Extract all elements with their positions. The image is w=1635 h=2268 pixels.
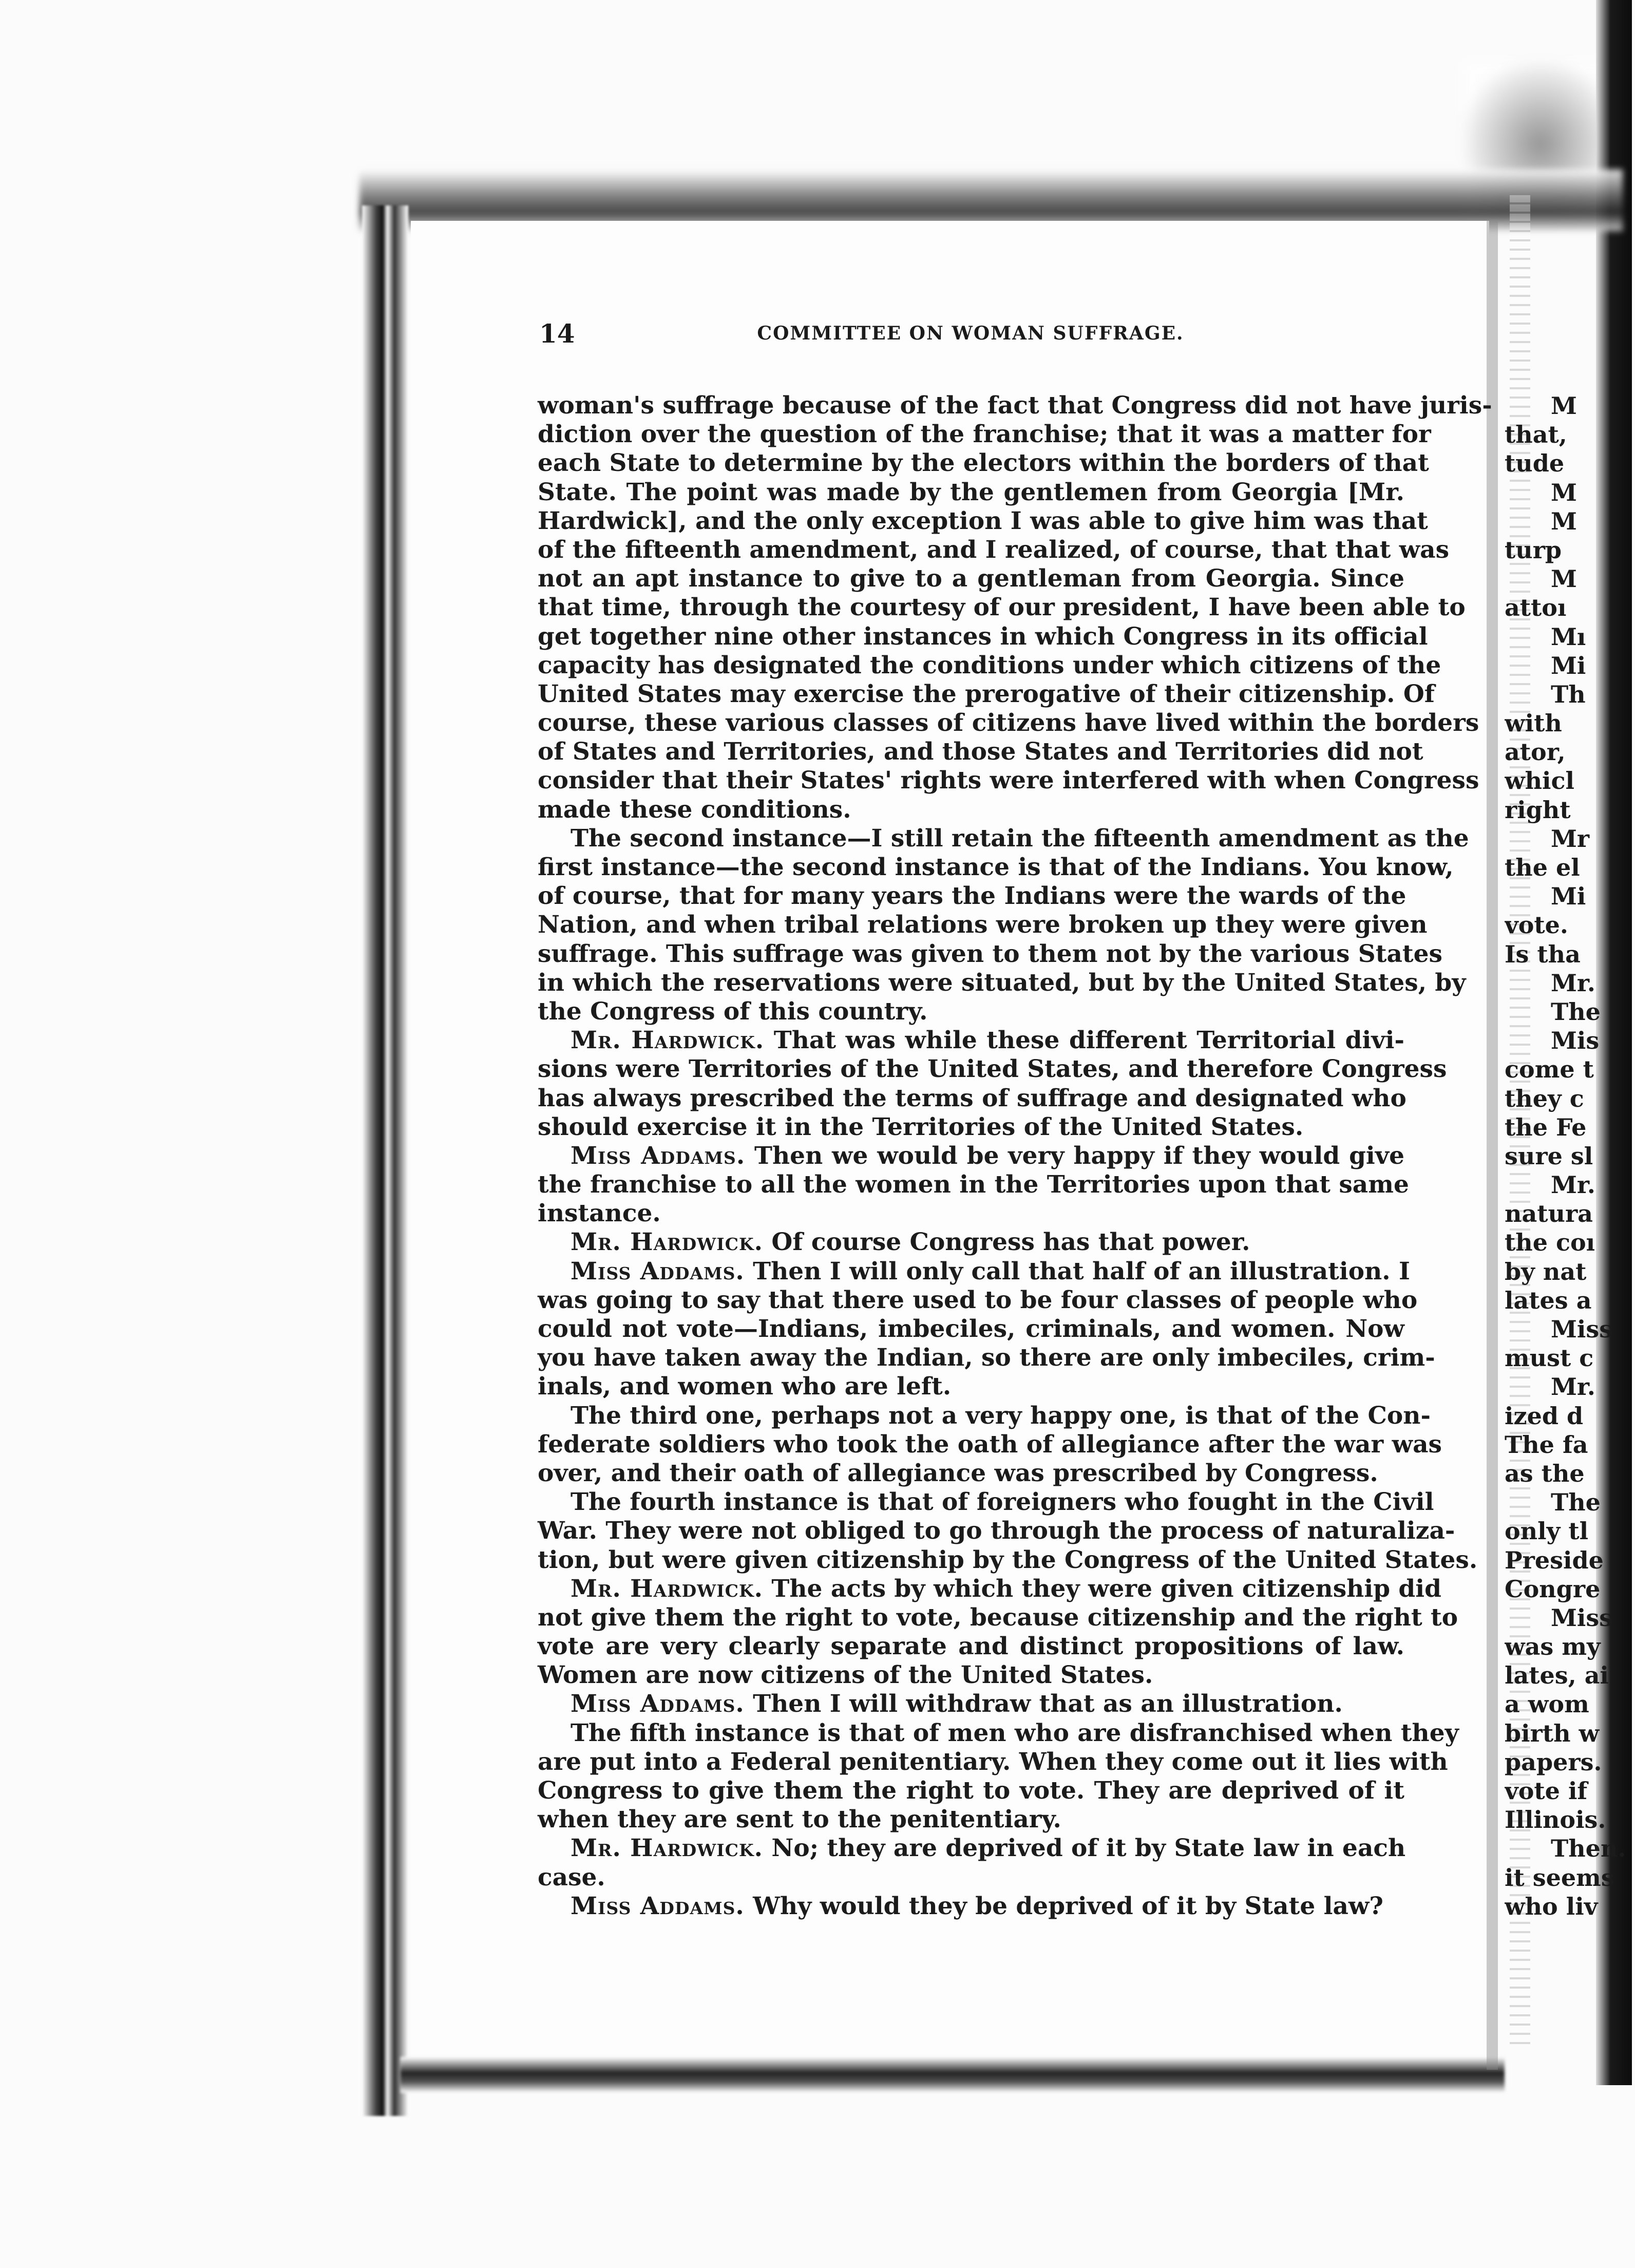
fragment-line: lates a xyxy=(1505,1286,1592,1314)
text-line xyxy=(538,1834,1404,1863)
text-line xyxy=(538,1488,1434,1517)
line-text: are put into a Federal penitentiary. When they come out it lies with xyxy=(538,1747,1448,1776)
line-text: No; they are deprived of it by State law in each xyxy=(763,1834,1406,1863)
text-line xyxy=(538,1430,1442,1459)
fragment-line: the el xyxy=(1505,854,1580,881)
fragment-line: ized d xyxy=(1505,1402,1584,1430)
text-line xyxy=(538,1459,1404,1488)
line-text: The acts by which they were given citizenship did xyxy=(763,1574,1442,1603)
speaker-name: Mr. Hardwick. xyxy=(571,1574,764,1603)
fragment-line: attoı xyxy=(1505,594,1567,622)
text-line xyxy=(538,420,1431,449)
line-text: Congress to give them the right to vote. They are deprived of it xyxy=(538,1776,1404,1805)
fragment-line: Illinois. xyxy=(1505,1806,1606,1834)
line-text: tion, but were given citizenship by the Congress of the United States. xyxy=(538,1545,1478,1574)
fragment-line: the Fe xyxy=(1505,1113,1587,1141)
line-text: could not vote—Indians, imbeciles, criminals, and women. Now xyxy=(538,1315,1404,1343)
next-page-fragments xyxy=(1505,391,1628,1921)
line-text: course, these various classes of citizens have lived within the borders xyxy=(538,709,1479,738)
text-line xyxy=(538,1170,1409,1199)
line-text: when they are sent to the penitentiary. xyxy=(538,1805,1061,1834)
text-line xyxy=(538,1257,1410,1286)
fragment-line: vote. xyxy=(1505,911,1568,939)
speaker-name: Mr. Hardwick. xyxy=(571,1228,764,1257)
fragment-line: it seems xyxy=(1505,1863,1614,1892)
line-text: That was while these different Territorial divi- xyxy=(764,1026,1405,1055)
fragment-line: whicl xyxy=(1505,767,1575,795)
text-line xyxy=(538,1142,1404,1170)
fragment-line: Preside xyxy=(1505,1546,1604,1574)
fragment-line: must c xyxy=(1505,1344,1594,1372)
fragment-line: the coı xyxy=(1505,1228,1595,1257)
line-text: get together nine other instances in which Congress in its official xyxy=(538,622,1428,651)
fragment-line: The fa xyxy=(1505,1430,1588,1459)
text-line xyxy=(538,1372,1404,1401)
text-line xyxy=(538,593,1466,622)
line-text: Nation, and when tribal relations were broken up they were given xyxy=(538,911,1428,939)
fragment-line: by nat xyxy=(1505,1257,1587,1286)
text-line xyxy=(538,853,1454,882)
speaker-name: Mr. Hardwick. xyxy=(571,1026,765,1055)
text-line xyxy=(538,651,1441,680)
line-text: not an apt instance to give to a gentleman from Georgia. Since xyxy=(538,564,1404,593)
speaker-name: Miss Addams. xyxy=(571,1690,745,1718)
fragment-line: birth w xyxy=(1505,1719,1600,1747)
speaker-name: Miss Addams. xyxy=(571,1257,745,1286)
fragment-line: Congre xyxy=(1505,1575,1601,1603)
text-line xyxy=(538,506,1428,536)
text-line xyxy=(538,1286,1418,1315)
page-edge-right xyxy=(1487,221,1498,2070)
line-text: Women are now citizens of the United States. xyxy=(538,1661,1153,1690)
fragment-line: Mı xyxy=(1551,622,1586,651)
page-number: 14 xyxy=(539,318,575,349)
line-text: the Congress of this country. xyxy=(538,997,928,1026)
fragment-line: M xyxy=(1551,478,1577,506)
fragment-line: turp xyxy=(1505,536,1562,564)
line-text: capacity has designated the conditions under which citizens of the xyxy=(538,651,1441,679)
fragment-line: The xyxy=(1551,997,1601,1026)
fragment-line: M xyxy=(1551,507,1577,535)
text-line xyxy=(538,391,1492,420)
text-line xyxy=(538,535,1450,564)
text-line xyxy=(538,824,1469,853)
line-text: the franchise to all the women in the Territories upon that same xyxy=(538,1170,1409,1199)
fragment-line: natura xyxy=(1505,1200,1593,1228)
fragment-line: Th xyxy=(1551,680,1586,708)
fragment-line: M xyxy=(1551,565,1577,593)
fragment-line: Mi xyxy=(1551,651,1586,679)
fragment-line: Mr. xyxy=(1551,1171,1595,1199)
text-line xyxy=(538,622,1428,651)
fragment-line: was my xyxy=(1505,1633,1601,1661)
text-line xyxy=(538,1084,1404,1113)
fragment-line: tude xyxy=(1505,449,1565,478)
line-text: The third one, perhaps not a very happy one, is that of the Con- xyxy=(571,1401,1431,1430)
fragment-line: with xyxy=(1505,709,1562,738)
line-text: Then I will only call that half of an illustration. I xyxy=(744,1257,1410,1286)
text-line xyxy=(538,1863,1404,1892)
text-line xyxy=(538,911,1428,939)
fragment-line: right xyxy=(1505,796,1571,824)
page-header xyxy=(539,318,1402,349)
line-text: Hardwick], and the only exception I was able to give him was that xyxy=(538,506,1428,535)
line-text: woman's suffrage because of the fact that Congress did not have juris- xyxy=(538,391,1492,420)
fragment-line: ator, xyxy=(1505,738,1566,766)
fragment-line: Mi xyxy=(1551,882,1586,911)
line-text: The second instance—I still retain the fifteenth amendment as the xyxy=(571,824,1469,853)
fragment-line: as the xyxy=(1505,1459,1585,1487)
fragment-line: who liv xyxy=(1505,1892,1598,1920)
page-edge-bottom xyxy=(401,2057,1505,2093)
text-line xyxy=(538,796,1404,824)
line-text: The fifth instance is that of men who are disfranchised when they xyxy=(571,1718,1459,1747)
text-line xyxy=(538,1776,1404,1805)
line-text: in which the reservations were situated, but by the United States, by xyxy=(538,968,1466,997)
line-text: federate soldiers who took the oath of allegiance after the war was xyxy=(538,1430,1442,1459)
line-text: first instance—the second instance is that of the Indians. You know, xyxy=(538,853,1454,881)
text-line xyxy=(538,766,1479,795)
fragment-line: Mr. xyxy=(1551,1373,1595,1401)
line-text: Of course Congress has that power. xyxy=(763,1228,1250,1257)
text-line xyxy=(538,1545,1478,1575)
text-line xyxy=(538,939,1442,969)
text-line xyxy=(538,1690,1404,1718)
body-text xyxy=(538,391,1492,1921)
line-text: each State to determine by the electors within the borders of that xyxy=(538,449,1429,478)
line-text: United States may exercise the prerogative of their citizenship. Of xyxy=(538,679,1435,708)
text-line xyxy=(538,1517,1455,1545)
line-text: has always prescribed the terms of suffrage and designated who xyxy=(538,1084,1406,1112)
fragment-line: that, xyxy=(1505,421,1567,449)
fragment-line: Is tha xyxy=(1505,940,1581,968)
line-text: consider that their States' rights were interfered with when Congress xyxy=(538,766,1479,795)
fragment-line: papers. xyxy=(1505,1748,1602,1776)
line-text: War. They were not obliged to go through the process of naturaliza- xyxy=(538,1517,1455,1545)
line-text: was going to say that there used to be four classes of people who xyxy=(538,1286,1418,1314)
line-text: should exercise it in the Territories of the United States. xyxy=(538,1112,1304,1141)
text-line xyxy=(538,1228,1404,1257)
text-line xyxy=(538,1199,1404,1228)
text-line xyxy=(538,1055,1447,1084)
fragment-line: a wom xyxy=(1505,1690,1589,1718)
fragment-line: Miss xyxy=(1551,1603,1613,1632)
line-text: Then I will withdraw that as an illustration. xyxy=(744,1690,1343,1718)
line-text: you have taken away the Indian, so there are only imbeciles, crim- xyxy=(538,1344,1435,1372)
line-text: vote are very clearly separate and distinct propositions of law. xyxy=(538,1632,1404,1661)
text-line xyxy=(538,1661,1404,1690)
line-text: inals, and women who are left. xyxy=(538,1372,952,1401)
line-text: sions were Territories of the United States, and therefore Congress xyxy=(538,1055,1447,1084)
line-text: Why would they be deprived of it by State law? xyxy=(744,1892,1383,1920)
line-text: of the fifteenth amendment, and I realized, of course, that that was xyxy=(538,535,1450,564)
line-text: not give them the right to vote, because citizenship and the right to xyxy=(538,1603,1458,1632)
line-text: of course, that for many years the Indians were the wards of the xyxy=(538,882,1406,911)
fragment-line: Mis xyxy=(1551,1027,1600,1055)
line-text: over, and their oath of allegiance was prescribed by Congress. xyxy=(538,1459,1378,1487)
line-text: State. The point was made by the gentlemen from Georgia [Mr. xyxy=(538,478,1404,506)
line-text: instance. xyxy=(538,1199,661,1228)
fragment-line: Mr xyxy=(1551,824,1590,853)
line-text: The fourth instance is that of foreigners who fought in the Civil xyxy=(571,1488,1434,1517)
line-text: of States and Territories, and those States and Territories did not xyxy=(538,738,1423,766)
fragment-line: The xyxy=(1551,1488,1601,1517)
fragment-line: Then. xyxy=(1551,1835,1626,1863)
page-edge-left xyxy=(362,205,408,2116)
text-line xyxy=(538,1892,1404,1921)
text-line xyxy=(538,449,1429,478)
text-line xyxy=(538,1344,1435,1372)
speaker-name: Miss Addams. xyxy=(571,1141,746,1170)
text-line xyxy=(538,1026,1404,1055)
line-text: made these conditions. xyxy=(538,795,851,824)
fragment-line: come t xyxy=(1505,1055,1594,1084)
text-line xyxy=(538,564,1404,593)
text-line xyxy=(538,968,1466,997)
fragment-line: M xyxy=(1551,392,1577,420)
fragment-line: Mr. xyxy=(1551,969,1595,997)
line-text: diction over the question of the franchise; that it was a matter for xyxy=(538,420,1431,449)
text-line xyxy=(538,1315,1404,1344)
speaker-name: Miss Addams. xyxy=(571,1892,745,1920)
text-line xyxy=(538,1805,1404,1834)
text-line xyxy=(538,1113,1404,1142)
text-line xyxy=(538,478,1404,507)
text-line xyxy=(538,1632,1404,1661)
text-line xyxy=(538,1603,1458,1632)
text-line xyxy=(538,1574,1442,1603)
text-line xyxy=(538,1718,1459,1748)
running-title: COMMITTEE ON WOMAN SUFFRAGE. xyxy=(757,323,1184,344)
fragment-line: only tl xyxy=(1505,1517,1589,1545)
speaker-name: Mr. Hardwick. xyxy=(571,1834,764,1863)
text-line xyxy=(538,1401,1431,1430)
fragment-line: Miss xyxy=(1551,1315,1613,1343)
fragment-line: vote if xyxy=(1505,1777,1588,1805)
text-line xyxy=(538,679,1435,709)
fragment-line: they c xyxy=(1505,1084,1584,1112)
line-text: that time, through the courtesy of our president, I have been able to xyxy=(538,593,1466,622)
text-line xyxy=(538,997,1404,1026)
text-line xyxy=(538,738,1423,766)
line-text: case. xyxy=(538,1863,605,1892)
fragment-line: lates, ai xyxy=(1505,1661,1609,1690)
line-text: Then we would be very happy if they would give xyxy=(745,1141,1404,1170)
line-text: suffrage. This suffrage was given to them not by the various States xyxy=(538,939,1442,968)
text-line xyxy=(538,709,1479,738)
text-line xyxy=(538,1747,1448,1776)
fragment-line: sure sl xyxy=(1505,1142,1593,1170)
text-line xyxy=(538,882,1404,911)
